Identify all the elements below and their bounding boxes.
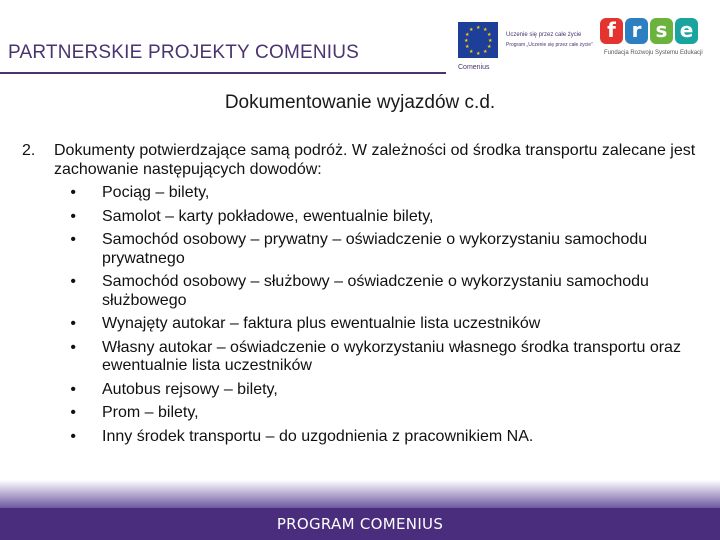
eu-logo-sub: Comenius <box>458 64 490 71</box>
bullet-text: Samolot – karty pokładowe, ewentualnie bilety, <box>102 207 434 225</box>
list-item <box>22 381 702 400</box>
bullet-text: Autobus rejsowy – bilety, <box>102 380 278 398</box>
list-item <box>22 184 702 203</box>
slide-content <box>22 142 702 446</box>
eu-flag-icon: ★ ★ ★ ★ ★ ★ ★ ★ ★ ★ ★ ★ <box>458 22 498 58</box>
bullet-icon: • <box>70 380 76 398</box>
frse-letter-s: s <box>650 18 673 44</box>
slide-title: Dokumentowanie wyjazdów c.d. <box>224 92 496 113</box>
numbered-point <box>22 142 702 179</box>
eu-logo <box>458 22 593 78</box>
bullet-text: Prom – bilety, <box>102 404 199 421</box>
bullet-icon: • <box>70 231 76 248</box>
bullet-icon: • <box>70 184 76 201</box>
eu-logo-line2: Program „Uczenie się przez całe życie” <box>506 42 593 48</box>
list-item <box>22 315 702 334</box>
bullet-text: Samochód osobowy – prywatny – oświadczenie o wykorzystaniu samochodu prywatnego <box>102 231 648 267</box>
footer-band <box>0 480 720 508</box>
bullet-text: Pociąg – bilety, <box>102 184 210 201</box>
list-item <box>22 231 702 268</box>
bullet-text: Własny autokar – oświadczenie o wykorzystaniu własnego środka transportu oraz ewentualnie lista uczestników <box>102 338 681 374</box>
frse-sub: Fundacja Rozwoju Systemu Edukacji <box>604 50 703 56</box>
bullet-icon: • <box>70 315 76 332</box>
point-number: 2. <box>22 142 36 159</box>
bullet-icon: • <box>70 404 76 421</box>
header-title: PARTNERSKIE PROJEKTY COMENIUS <box>8 42 360 63</box>
list-item <box>22 208 702 227</box>
list-item <box>22 404 702 423</box>
frse-letters <box>600 18 698 44</box>
list-item <box>22 428 702 447</box>
list-item <box>22 273 702 310</box>
footer: PROGRAM COMENIUS <box>0 508 720 540</box>
eu-logo-line1: Uczenie się przez całe życie <box>506 32 582 38</box>
frse-logo <box>600 18 710 68</box>
bullet-icon: • <box>70 273 76 290</box>
list-item <box>22 339 702 376</box>
bullet-icon: • <box>70 207 76 225</box>
frse-letter-e: e <box>675 18 698 44</box>
bullet-list <box>22 184 702 446</box>
header-rule <box>0 72 446 74</box>
frse-letter-f: f <box>600 18 623 44</box>
frse-letter-r: r <box>625 18 648 44</box>
bullet-icon: • <box>70 427 76 445</box>
bullet-text: Wynajęty autokar – faktura plus ewentualnie lista uczestników <box>102 315 541 332</box>
bullet-icon: • <box>70 338 76 356</box>
bullet-text: Inny środek transportu – do uzgodnienia z pracownikiem NA. <box>102 427 534 445</box>
bullet-text: Samochód osobowy – służbowy – oświadczenie o wykorzystaniu samochodu służbowego <box>102 273 649 309</box>
point-text: Dokumenty potwierdzające samą podróż. W zależności od środka transportu zalecane jest zachowanie następujących dowodów: <box>54 142 696 178</box>
